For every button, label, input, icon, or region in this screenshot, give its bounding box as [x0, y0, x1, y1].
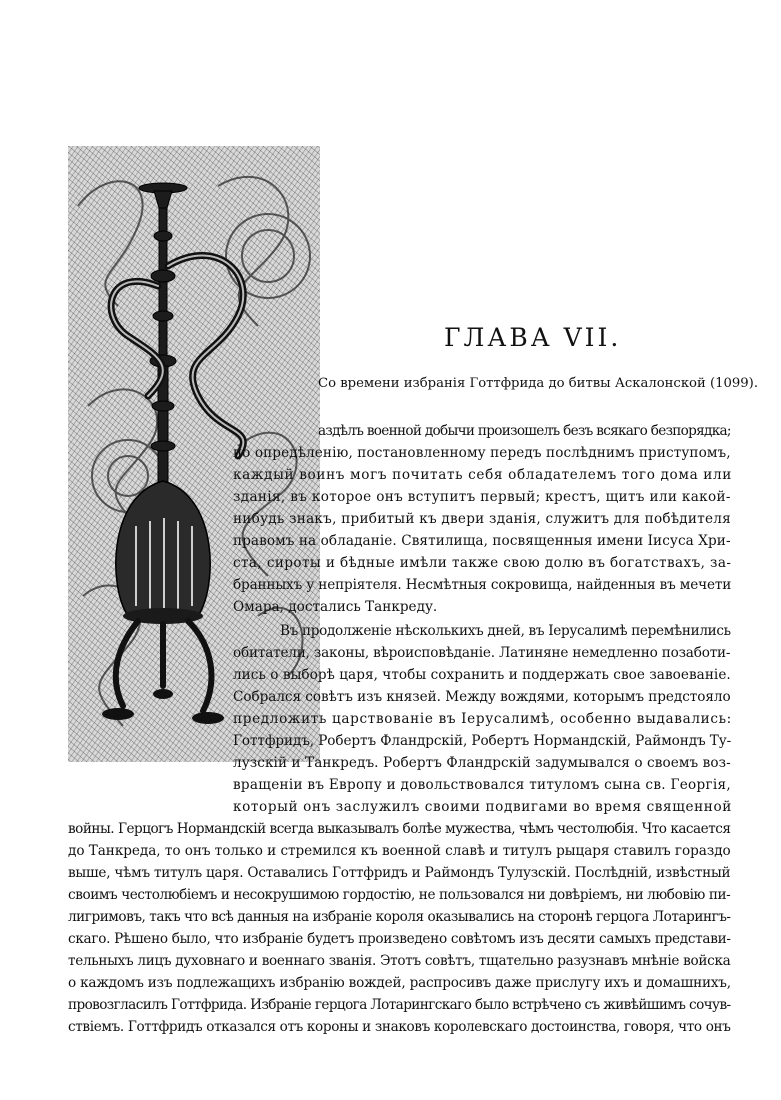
- text-line: лись о выборѣ царя, чтобы сохранить и поддержать свое завоеваніе.: [233, 667, 731, 683]
- text-line: вращеніи въ Европу и довольствовался титуломъ сына св. Георгія,: [233, 777, 731, 793]
- text-line: о каждомъ изъ подлежащихъ избранію вождей, распросивъ даже прислугу ихъ и домашнихъ,: [68, 975, 731, 991]
- text-line: по опредѣленію, постановленному передъ послѣднимъ приступомъ,: [233, 445, 731, 461]
- text-line: каждый воинъ могъ почитать себя обладателемъ того дома или: [233, 467, 733, 483]
- text-line: нибудь знакъ, прибитый къ двери зданія, служитъ для побѣдителя: [233, 511, 731, 527]
- chapter-title: ГЛАВА VII.: [444, 323, 622, 352]
- text-line: Готтфридъ, Робертъ Фландрскій, Робертъ Нормандскій, Раймондъ Ту-: [233, 733, 732, 749]
- text-line: тельныхъ лицъ духовнаго и военнаго званія. Этотъ совѣтъ, тщательно разузнавъ мнѣніе войска: [68, 953, 731, 969]
- text-line: обитатели, законы, вѣроисповѣданіе. Латиняне немедленно позаботи-: [233, 645, 731, 661]
- text-line: провозгласилъ Готтфрида. Избраніе герцога Лотарингскаго было встрѣчено съ живѣйшимъ сочув-: [68, 997, 731, 1013]
- text-line: до Танкреда, то онъ только и стремился къ военной славѣ и титулъ рыцаря ставилъ гораздо: [68, 843, 731, 859]
- text-line: лигримовъ, такъ что всѣ данныя на избраніе короля оказывались на сторонѣ герцога Лотарингъ-: [68, 909, 731, 925]
- text-line: аздѣлъ военной добычи произошелъ безъ всякаго безпорядка;: [318, 423, 731, 439]
- text-line: ста, сироты и бѣдные имѣли также свою долю въ богатствахъ, за-: [233, 555, 732, 571]
- text-line: лузскій и Танкредъ. Робертъ Фландрскій задумывался о своемъ воз-: [233, 755, 731, 771]
- text-line: своимъ честолюбіемъ и несокрушимою гордостію, не пользовался ни довѣріемъ, ни любовію пи-: [68, 887, 731, 903]
- text-line: Омара, достались Танкреду.: [233, 599, 438, 615]
- text-line: скаго. Рѣшено было, что избраніе будетъ произведено совѣтомъ изъ десяти самыхъ представи-: [68, 931, 731, 947]
- text-line: предложить царствованіе въ Іерусалимѣ, особенно выдавались:: [233, 711, 732, 727]
- text-line: войны. Герцогъ Нормандскій всегда выказывалъ болѣе мужества, чѣмъ честолюбія. Что касается: [68, 821, 731, 837]
- text-line: выше, чѣмъ титулъ царя. Оставались Готтфридъ и Раймондъ Тулузскій. Послѣдній, извѣстный: [68, 865, 731, 881]
- text-line: ствіемъ. Готтфридъ отказался отъ короны и знаковъ королевскаго достоинства, говоря, что онъ: [68, 1019, 731, 1035]
- text-line: правомъ на обладаніе. Святилища, посвященныя имени Іисуса Хри-: [233, 533, 731, 549]
- text-line: бранныхъ у непріятеля. Несмѣтныя сокровища, найденныя въ мечети: [233, 577, 732, 593]
- text-line: Въ продолженіе нѣсколькихъ дней, въ Іерусалимѣ перемѣнились: [280, 623, 731, 639]
- text-line: который онъ заслужилъ своими подвигами во время священной: [233, 799, 732, 815]
- chapter-subtitle: Со времени избранія Готтфрида до битвы Аскалонской (1099).: [318, 376, 759, 391]
- text-line: зданія, въ которое онъ вступитъ первый; крестъ, щитъ или какой-: [233, 489, 731, 505]
- text-line: Собрался совѣтъ изъ князей. Между вождями, которымъ предстояло: [233, 689, 731, 705]
